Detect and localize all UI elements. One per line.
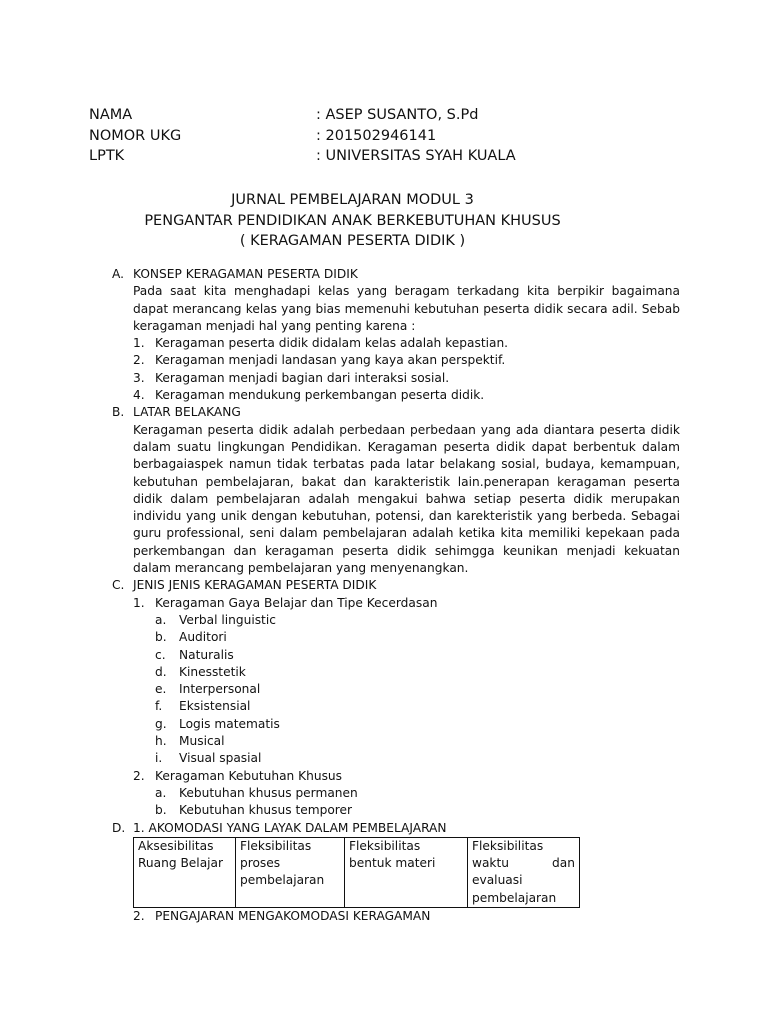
list-item [155, 785, 680, 802]
list-item [155, 681, 680, 698]
name-label: NAMA [89, 107, 133, 123]
list-letter: a. [155, 612, 167, 627]
list-item [133, 387, 680, 404]
section-b [112, 404, 680, 577]
list-text: Auditori [179, 630, 227, 645]
list-text: Kinesstetik [179, 664, 246, 679]
list-item [155, 733, 680, 750]
list-letter: e. [155, 682, 167, 697]
table-cell: Fleksibilitas bentuk materi [345, 837, 468, 907]
section-d-marker: D. [112, 820, 126, 835]
section-d [112, 820, 680, 926]
list-text: Kebutuhan khusus permanen [179, 785, 358, 800]
list-text: Musical [179, 734, 225, 749]
title-line-1: JURNAL PEMBELAJARAN MODUL 3 [231, 192, 474, 208]
list-number: 2. [133, 908, 145, 923]
list-text: PENGAJARAN MENGAKOMODASI KERAGAMAN [155, 908, 431, 923]
section-c-heading: JENIS JENIS KERAGAMAN PESERTA DIDIK [133, 578, 377, 593]
sublist-special-needs [133, 785, 680, 820]
document-title [0, 190, 705, 252]
list-item [133, 908, 680, 925]
table-cell: Aksesibilitas Ruang Belajar [134, 837, 236, 907]
header-row-ukg [89, 126, 516, 147]
list-item [155, 629, 680, 646]
document-body [112, 266, 680, 925]
table-row [134, 837, 580, 907]
list-item [133, 335, 680, 352]
list-item [155, 612, 680, 629]
list-text: Kebutuhan khusus temporer [179, 803, 353, 818]
section-a-marker: A. [112, 267, 124, 281]
section-b-marker: B. [112, 405, 125, 420]
section-a [112, 266, 680, 404]
sublist-learning-styles [133, 612, 680, 768]
lptk-label: LPTK [89, 148, 125, 164]
list-number: 2. [133, 353, 145, 368]
list-number: 1. [133, 595, 145, 610]
list-text: Eksistensial [179, 699, 251, 714]
list-text: Naturalis [179, 647, 234, 662]
table-cell: Fleksibilitas waktu dan evaluasi pembelajaran [468, 837, 580, 907]
list-item [133, 768, 680, 785]
list-item [155, 750, 680, 767]
list-letter: a. [155, 785, 167, 800]
list-text: Verbal linguistic [179, 612, 276, 627]
title-line-2: PENGANTAR PENDIDIKAN ANAK BERKEBUTUHAN KHUSUS [144, 212, 561, 229]
table-cell: Fleksibilitas proses pembelajaran [236, 837, 345, 907]
list-letter: b. [155, 630, 167, 645]
section-b-paragraph: Keragaman peserta didik adalah perbedaan perbedaan yang ada diantara peserta didik dalam suatu lingkungan Pendidikan. Keragaman peserta didik dapat berbentuk dalam berbagaiaspek namun tidak terbatas pada latar belakang sosial, budaya, kemampuan, kebutuhan pembelajaran, bakat dan karakteristik lain.penerapan keragaman peserta didik dalam pembelajaran adalah mengakui bahwa setiap peserta didik merupakan individu yang unik dengan kebutuhan, potensi, dan karekteristik yang berbeda. Sebagai guru professional, seni dalam pembelajaran adalah ketika kita memiliki kepekaan pada perkembangan dan keragaman peserta didik sehimgga keunikan menjadi kekuatan dalam merancang pembelajaran yang menyenangkan. [133, 422, 680, 576]
list-item [155, 698, 680, 715]
name-value: : ASEP SUSANTO, S.Pd [316, 107, 479, 123]
list-text: Keragaman menjadi landasan yang kaya akan perspektif. [155, 353, 506, 368]
list-item [155, 664, 680, 681]
header-row-name [89, 105, 516, 126]
list-item [133, 370, 680, 387]
section-b-heading: LATAR BELAKANG [133, 405, 241, 420]
list-item [133, 352, 680, 369]
list-text: Keragaman Kebutuhan Khusus [155, 768, 343, 783]
list-text: Keragaman peserta didik didalam kelas adalah kepastian. [155, 336, 509, 351]
section-a-heading: KONSEP KERAGAMAN PESERTA DIDIK [133, 267, 358, 281]
list-letter: h. [155, 734, 167, 749]
list-text: Interpersonal [179, 682, 261, 697]
list-letter: g. [155, 716, 167, 731]
lptk-value: : UNIVERSITAS SYAH KUALA [316, 148, 516, 164]
list-item [155, 802, 680, 819]
ukg-value: : 201502946141 [316, 127, 437, 144]
list-text: Logis matematis [179, 716, 280, 731]
list-letter: c. [155, 647, 166, 662]
accommodation-table [133, 837, 580, 908]
list-number: 3. [133, 370, 145, 385]
title-line-3: ( KERAGAMAN PESERTA DIDIK ) [239, 233, 466, 249]
list-text: Keragaman Gaya Belajar dan Tipe Kecerdasan [155, 595, 438, 610]
list-number: 1. [133, 336, 145, 351]
list-number: 2. [133, 768, 145, 783]
list-item [155, 647, 680, 664]
list-item [155, 716, 680, 733]
list-letter: b. [155, 803, 167, 818]
header-row-lptk [89, 146, 516, 167]
list-item [133, 595, 680, 612]
ukg-label: NOMOR UKG [89, 127, 182, 144]
section-a-paragraph: Pada saat kita menghadapi kelas yang beragam terkadang kita berpikir bagaimana dapat merancang kelas yang bias memenuhi kebutuhan peserta didik secara adil. Sebab keragaman menjadi hal yang penting karena : [133, 284, 680, 333]
section-d-heading: 1. AKOMODASI YANG LAYAK DALAM PEMBELAJARAN [133, 820, 447, 835]
list-text: Keragaman menjadi bagian dari interaksi sosial. [155, 370, 450, 385]
list-number: 4. [133, 388, 145, 403]
list-letter: f. [155, 699, 163, 714]
section-c [112, 577, 680, 819]
list-text: Keragaman mendukung perkembangan peserta didik. [155, 388, 485, 403]
identity-header [89, 105, 516, 167]
section-c-marker: C. [112, 578, 125, 593]
list-letter: d. [155, 664, 167, 679]
list-letter: i. [155, 751, 163, 766]
list-text: Visual spasial [179, 751, 262, 766]
